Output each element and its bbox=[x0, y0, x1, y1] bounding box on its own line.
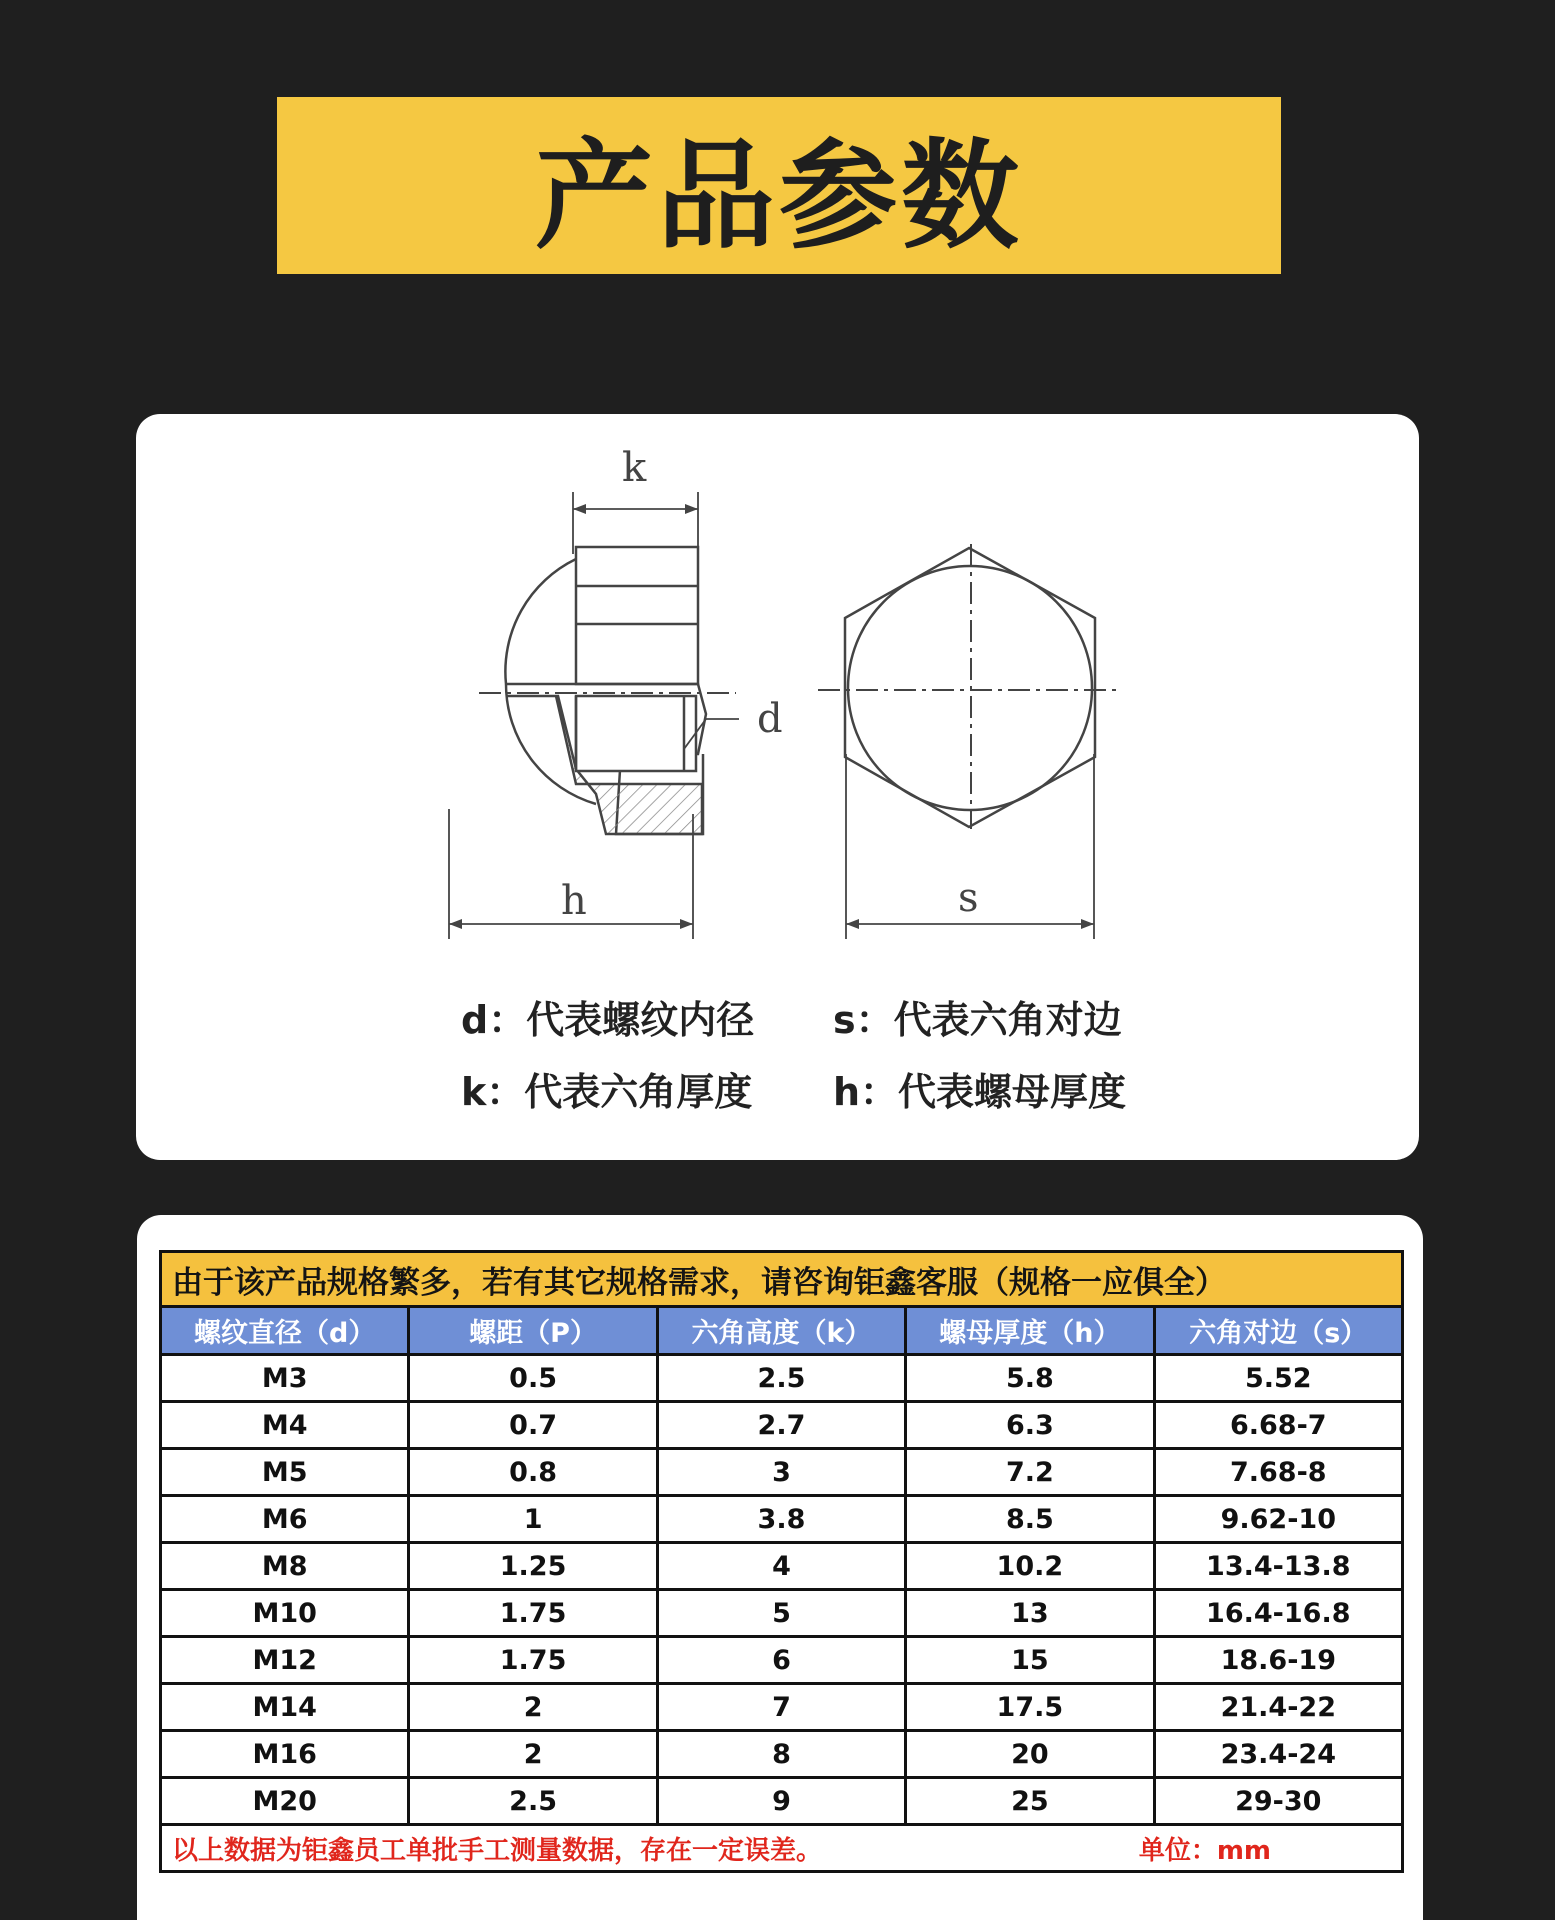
table-cell: 2.5 bbox=[409, 1778, 657, 1825]
table-cell: 18.6-19 bbox=[1154, 1637, 1402, 1684]
table-cell: 21.4-22 bbox=[1154, 1684, 1402, 1731]
header-thread-diameter: 螺纹直径（d） bbox=[161, 1307, 409, 1355]
table-cell: 6 bbox=[657, 1637, 905, 1684]
table-cell: 15 bbox=[906, 1637, 1154, 1684]
footnote-text: 以上数据为钜鑫员工单批手工测量数据，存在一定误差。 bbox=[172, 1835, 823, 1866]
table-cell: 25 bbox=[906, 1778, 1154, 1825]
notice-text: 由于该产品规格繁多，若有其它规格需求，请咨询钜鑫客服（规格一应俱全） bbox=[161, 1252, 1403, 1307]
table-row bbox=[161, 1355, 1403, 1402]
header-hex-height: 六角高度（k） bbox=[657, 1307, 905, 1355]
table-cell: 23.4-24 bbox=[1154, 1731, 1402, 1778]
dim-label-d: d bbox=[757, 696, 783, 742]
table-cell: 0.7 bbox=[409, 1402, 657, 1449]
table-cell: 10.2 bbox=[906, 1543, 1154, 1590]
spec-table-card bbox=[137, 1215, 1423, 1920]
table-cell: 3.8 bbox=[657, 1496, 905, 1543]
table-cell: 4 bbox=[657, 1543, 905, 1590]
table-cell: 7 bbox=[657, 1684, 905, 1731]
table-cell: 9 bbox=[657, 1778, 905, 1825]
legend-item-h: h：代表螺母厚度 bbox=[833, 1070, 1127, 1114]
table-cell: 8.5 bbox=[906, 1496, 1154, 1543]
table-cell: 20 bbox=[906, 1731, 1154, 1778]
table-row bbox=[161, 1496, 1403, 1543]
dim-label-h: h bbox=[561, 878, 587, 924]
legend-item-d: d：代表螺纹内径 bbox=[461, 998, 755, 1042]
table-cell: 2 bbox=[409, 1731, 657, 1778]
table-cell: M16 bbox=[161, 1731, 409, 1778]
table-row bbox=[161, 1402, 1403, 1449]
table-cell: 29-30 bbox=[1154, 1778, 1402, 1825]
table-cell: 0.5 bbox=[409, 1355, 657, 1402]
header-pitch: 螺距（P） bbox=[409, 1307, 657, 1355]
footnote-row bbox=[161, 1825, 1403, 1872]
table-row bbox=[161, 1449, 1403, 1496]
table-cell: M5 bbox=[161, 1449, 409, 1496]
table-cell: 16.4-16.8 bbox=[1154, 1590, 1402, 1637]
table-row bbox=[161, 1778, 1403, 1825]
table-cell: 5 bbox=[657, 1590, 905, 1637]
side-view bbox=[449, 492, 739, 939]
legend-item-s: s：代表六角对边 bbox=[833, 998, 1122, 1042]
cap-nut-drawing bbox=[136, 414, 1419, 1160]
table-cell: 2 bbox=[409, 1684, 657, 1731]
table-cell: 9.62-10 bbox=[1154, 1496, 1402, 1543]
table-cell: 5.52 bbox=[1154, 1355, 1402, 1402]
table-cell: 17.5 bbox=[906, 1684, 1154, 1731]
table-cell: 1.75 bbox=[409, 1637, 657, 1684]
legend-item-k: k：代表六角厚度 bbox=[461, 1070, 753, 1114]
table-cell: M6 bbox=[161, 1496, 409, 1543]
table-cell: 7.68-8 bbox=[1154, 1449, 1402, 1496]
table-row bbox=[161, 1637, 1403, 1684]
table-cell: 6.3 bbox=[906, 1402, 1154, 1449]
title-banner bbox=[277, 97, 1281, 274]
table-cell: 0.8 bbox=[409, 1449, 657, 1496]
dim-label-s: s bbox=[958, 875, 979, 921]
table-cell: 2.7 bbox=[657, 1402, 905, 1449]
unit-text: 单位：mm bbox=[1138, 1835, 1271, 1866]
table-cell: 1.75 bbox=[409, 1590, 657, 1637]
table-row bbox=[161, 1684, 1403, 1731]
dim-label-k: k bbox=[622, 445, 647, 491]
header-nut-thickness: 螺母厚度（h） bbox=[906, 1307, 1154, 1355]
table-cell: 8 bbox=[657, 1731, 905, 1778]
table-cell: M3 bbox=[161, 1355, 409, 1402]
table-row bbox=[161, 1590, 1403, 1637]
table-header-row bbox=[161, 1307, 1403, 1355]
table-row bbox=[161, 1543, 1403, 1590]
table-cell: M14 bbox=[161, 1684, 409, 1731]
table-row bbox=[161, 1731, 1403, 1778]
table-cell: 1 bbox=[409, 1496, 657, 1543]
header-hex-across-flats: 六角对边（s） bbox=[1154, 1307, 1402, 1355]
table-cell: M20 bbox=[161, 1778, 409, 1825]
page-title: 产品参数 bbox=[534, 126, 1023, 265]
table-cell: 2.5 bbox=[657, 1355, 905, 1402]
table-cell: 6.68-7 bbox=[1154, 1402, 1402, 1449]
table-cell: 7.2 bbox=[906, 1449, 1154, 1496]
table-cell: 1.25 bbox=[409, 1543, 657, 1590]
notice-row bbox=[161, 1252, 1403, 1307]
table-cell: 5.8 bbox=[906, 1355, 1154, 1402]
table-cell: M10 bbox=[161, 1590, 409, 1637]
table-cell: 13.4-13.8 bbox=[1154, 1543, 1402, 1590]
spec-table bbox=[159, 1250, 1404, 1873]
table-cell: M12 bbox=[161, 1637, 409, 1684]
diagram-card bbox=[136, 414, 1419, 1160]
table-cell: M4 bbox=[161, 1402, 409, 1449]
table-cell: M8 bbox=[161, 1543, 409, 1590]
table-cell: 3 bbox=[657, 1449, 905, 1496]
table-cell: 13 bbox=[906, 1590, 1154, 1637]
